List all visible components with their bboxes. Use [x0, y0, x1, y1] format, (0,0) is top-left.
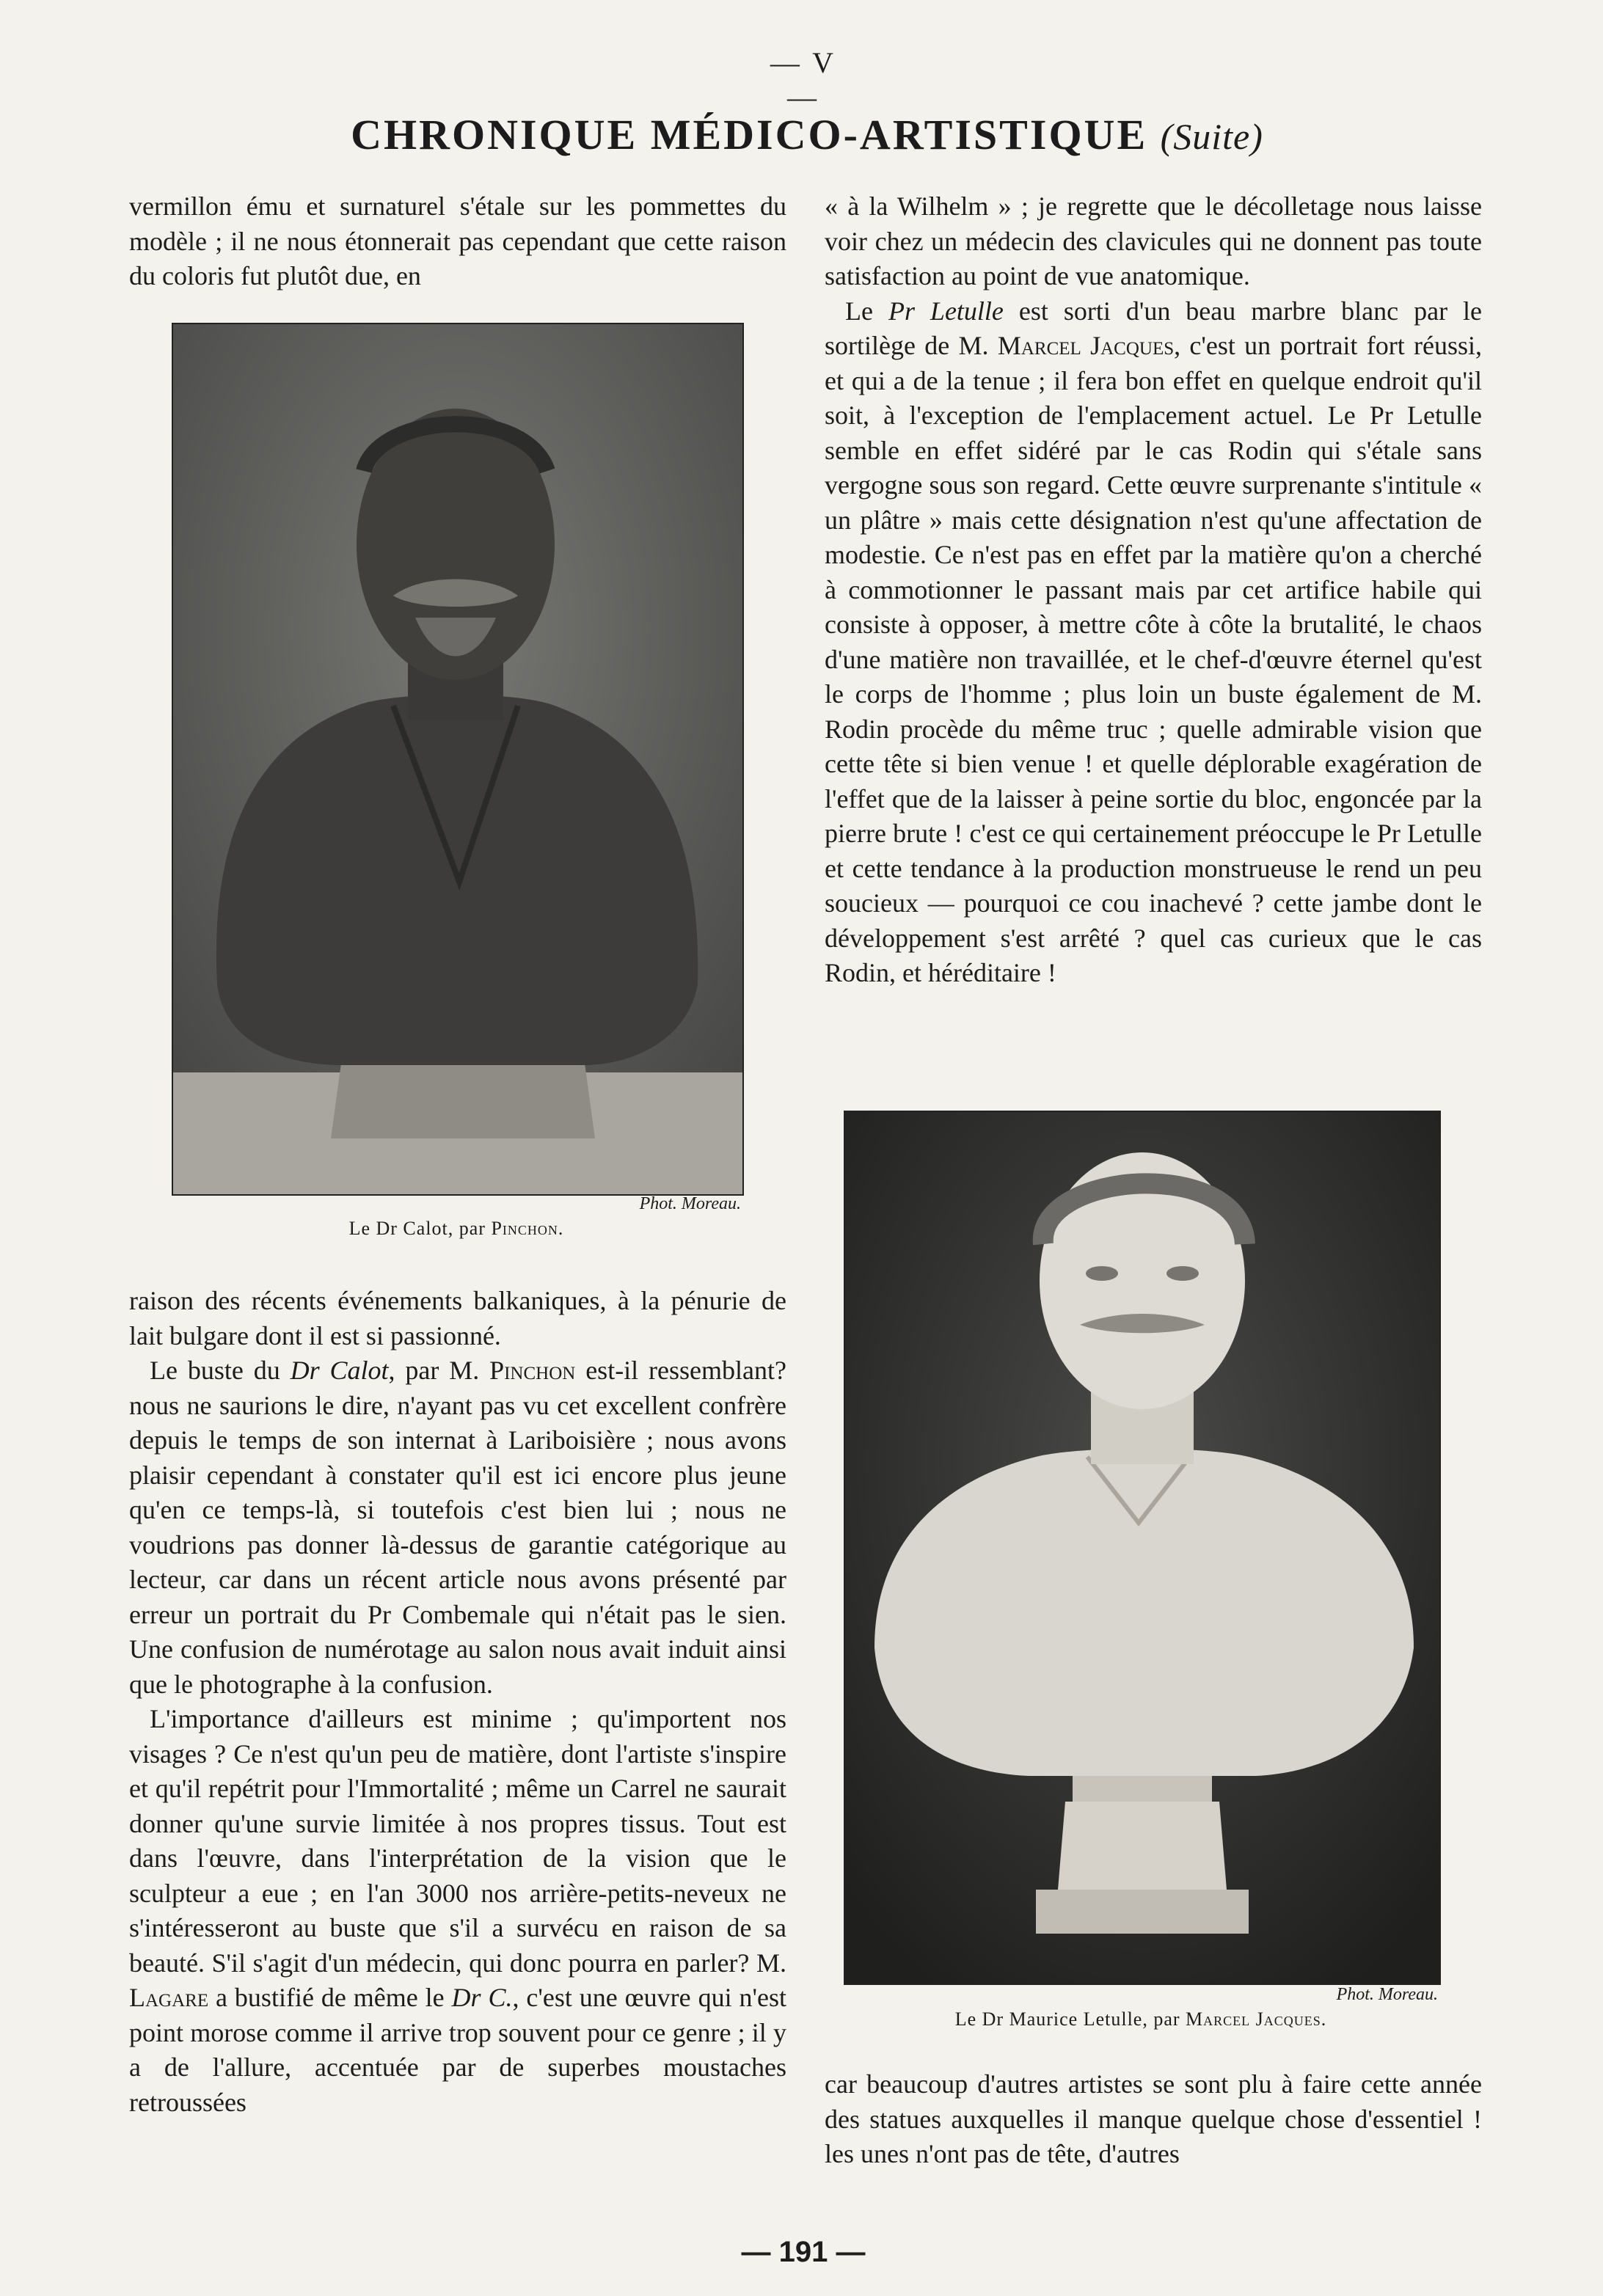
right-photo-caption — [844, 2008, 1438, 2030]
left-column-top — [129, 189, 786, 294]
right-column-top — [825, 189, 1482, 991]
right-paragraph-2 — [825, 294, 1482, 991]
right-bottom-paragraph: car beaucoup d'autres artistes se sont plu à faire cette année des statues auxquelles il manque quelque chose d'essentiel ! les unes n'ont pas de tête, d'autres — [825, 2069, 1482, 2168]
left-paragraph-3 — [129, 1702, 786, 2120]
text-run: est-il ressemblant? nous ne saurions le dire, n'ayant pas vu cet excellent confrère depuis le temps de son internat à Lariboisière ; nous avons plaisir cependant à constater qu'il est ici encore plus jeune qu'en ce temps-là, si toutefois c'est bien lui ; nous ne voudrions pas donner là-dessus de garantie catégorique au lecteur, car dans un récent article nous avons présenté par erreur un portrait du Pr Combemale qui n'était pas le sien. Une confusion de numérotage au salon nous avait induit ainsi que le photographe à la confusion. — [129, 1356, 786, 1699]
text-run: Dr Calot — [290, 1356, 389, 1385]
bust-photo-icon — [173, 324, 742, 1194]
right-photo-credit: Phot. Moreau. — [1336, 1985, 1438, 2004]
text-run: Le buste du — [150, 1356, 291, 1385]
title-suite: (Suite) — [1160, 116, 1263, 157]
text-run: L'importance d'ailleurs est minime ; qu'importent nos visages ? Ce n'est qu'un peu de matière, dont l'artiste s'inspire et qu'il repétrit pour l'Immortalité ; même un Carrel ne saurait donner qu'une survie limitée à nos propres tissus. Tout est dans l'œuvre, dans l'interprétation de la vision que le sculpteur a eue ; en l'an 3000 nos arrière-petits-neveux ne s'intéresseront au buste que s'il a survécu en raison de sa beauté. S'il s'agit d'un médecin, qui donc pourra en parler? M. — [129, 1704, 786, 1978]
text-run: , par M. — [388, 1356, 490, 1385]
photo-calot-bust — [172, 323, 744, 1196]
text-run: , c'est une œuvre qui n'est point morose comme il arrive trop souvent pour ce genre ; il y a de l'allure, accentuée par de superbes moustaches retroussées — [129, 1983, 786, 2117]
left-caption-artist: Pinchon. — [491, 1218, 564, 1239]
left-paragraph-1: raison des récents événements balkaniques, à la pénurie de lait bulgare dont il est si passionné. — [129, 1286, 786, 1350]
left-photo-caption — [172, 1218, 741, 1240]
right-paragraph-1: « à la Wilhelm » ; je regrette que le décolletage nous laisse voir chez un médecin des clavicules qui ne donnent pas toute satisfaction au point de vue anatomique. — [825, 191, 1482, 290]
right-caption-artist: Marcel Jacques. — [1186, 2008, 1327, 2030]
left-column-bottom — [129, 1284, 786, 2120]
left-top-paragraph: vermillon ému et surnaturel s'étale sur les pommettes du modèle ; il ne nous étonnerait pas cependant que cette raison du coloris fut plutôt due, en — [129, 191, 786, 290]
marble-bust-photo-icon — [845, 1112, 1439, 1984]
text-run: , c'est un portrait fort réussi, et qui a de la tenue ; il fera bon effet en quelque endroit qu'il soit, à l'exception de l'emplacement actuel. Le Pr Letulle semble en effet sidéré par le cas Rodin qui s'étale sans vergogne sous son regard. Cette œuvre surprenante s'intitule « un plâtre » mais cette désignation n'est qu'une affectation de modestie. Ce n'est pas en effet par la matière qu'on a cherché à commotionner le passant mais par cet artifice habile qui consiste à opposer, à mettre côte à côte la brutalité, le chaos d'une matière non travaillée, et le chef-d'œuvre éternel qu'est le corps de l'homme ; plus loin un buste également de M. Rodin procède du même truc ; quelle admirable vision que cette tête si bien venue ! et quelle déplorable exagération de l'effet que de la laisser à peine sortie du bloc, engoncée par la pierre brute ! c'est ce qui certainement préoccupe le Pr Letulle et cette tendance à la production monstrueuse le rend un peu soucieux — pourquoi ce cou inachevé ? cette jambe dont le développement s'est arrêté ? quel cas curieux que le cas Rodin, et héréditaire ! — [825, 331, 1482, 987]
photo-letulle-bust — [844, 1111, 1441, 1985]
left-caption-prefix: Le Dr Calot, par — [348, 1218, 492, 1239]
text-run: Pr Letulle — [888, 296, 1004, 326]
text-run: Marcel Jacques — [997, 331, 1175, 360]
text-run: a bustifié de même le — [208, 1983, 452, 2012]
roman-page-marker: — V — — [770, 46, 837, 114]
title-text: CHRONIQUE MÉDICO-ARTISTIQUE — [351, 111, 1148, 158]
text-run: Le — [845, 296, 888, 326]
left-paragraph-2 — [129, 1353, 786, 1702]
text-run: Pinchon — [489, 1356, 576, 1385]
page-title — [220, 110, 1394, 159]
page-number: — 191 — — [741, 2236, 866, 2268]
text-run: Lagare — [129, 1983, 209, 2012]
text-run: Dr C. — [451, 1983, 513, 2012]
right-caption-prefix: Le Dr Maurice Letulle, par — [954, 2008, 1186, 2030]
text-run: est sorti d'un beau marbre blanc par le sortilège de M. — [825, 296, 1483, 360]
right-column-bottom — [825, 2067, 1482, 2172]
left-photo-credit: Phot. Moreau. — [639, 1194, 741, 1213]
